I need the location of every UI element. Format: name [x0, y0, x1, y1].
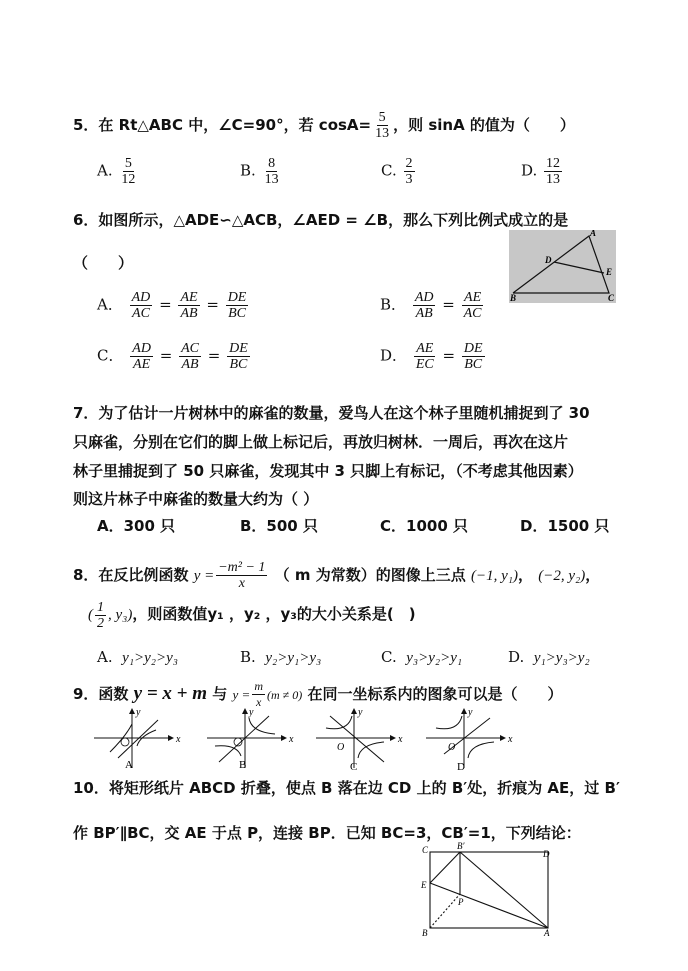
graph-label-d: D [457, 761, 465, 772]
q5-cos-fraction [373, 110, 391, 141]
q7-option-a: A．300 只 [97, 517, 176, 535]
y-label: y [468, 707, 473, 718]
q8-stem-line1: 8．在反比例函数 y = $\frac{\text{−m² − 1}}{x}$ （ m 为常数）的图像上三点 (−1, y₁)， (−2, y₂)， [73, 560, 601, 591]
q10-line1: 10．将矩形纸片 ABCD 折叠，使点 B 落在边 CD 上的 B′处，折痕为 AE，过 B′ [73, 779, 620, 797]
segment-b-prime-a [460, 852, 548, 928]
x-label: x [398, 734, 403, 745]
option-expression: y₂>y₁>y₃ [265, 650, 322, 666]
linear-function: y = x + m [133, 683, 208, 704]
ratio-fraction [414, 341, 436, 372]
inverse-function-lhs: y = [232, 687, 251, 702]
option-fraction [263, 156, 281, 187]
fraction-numerator: AD [132, 341, 151, 356]
q9-graph-c [314, 706, 406, 772]
label-a: A [590, 230, 597, 238]
label-b: B [510, 293, 517, 303]
point-3-tail: , y₃) [108, 606, 133, 623]
q5-stem-prefix: 5．在 Rt△ABC 中，∠C=90°，若 cosA= [73, 116, 372, 134]
segment-eb-prime [430, 852, 460, 883]
point-3-fraction [95, 600, 106, 631]
label-a: A [544, 928, 550, 938]
ratio-fraction [179, 341, 201, 372]
q6-triangle-figure [509, 230, 616, 303]
option-label: B. [240, 648, 256, 666]
q6-answer-paren: （ ） [73, 254, 134, 272]
x-axis-arrow-icon [168, 735, 174, 741]
q8-option-b [240, 648, 321, 667]
option-fraction [404, 156, 415, 187]
y-axis-arrow-icon [129, 708, 135, 714]
option-label: D． [380, 346, 408, 365]
q9-prefix: 9．函数 [73, 685, 129, 703]
option-label: B． [380, 295, 407, 314]
fraction-numerator: AE [464, 290, 482, 305]
option-label: A. [97, 161, 113, 180]
q8-stem-line2 [88, 600, 416, 631]
q8-mid: （ m 为常数）的图像上三点 [274, 566, 466, 584]
equals-sign: = [442, 346, 456, 365]
option-expression: y₁>y₂>y₃ [122, 650, 179, 666]
q9-graph-a [92, 706, 182, 772]
option-label: B. [240, 161, 256, 180]
ratio-fraction [462, 341, 485, 372]
fraction-numerator: DE [229, 341, 248, 356]
triangle-abc [513, 236, 609, 293]
option-fraction [544, 156, 562, 187]
label-e: E [606, 267, 613, 277]
equals-sign: = [159, 295, 172, 314]
q6-option-d [380, 341, 487, 372]
y-axis-arrow-icon [461, 708, 467, 714]
line-graph [330, 716, 384, 762]
label-b: B [422, 928, 428, 938]
ratio-fraction [130, 290, 153, 321]
equals-sign: = [159, 346, 173, 365]
label-b-prime: B′ [457, 841, 465, 851]
fraction-numerator: 1 [97, 600, 104, 615]
q7-line1: 7．为了估计一片树林中的麻雀的数量，爱鸟人在这个林子里随机捕捉到了 30 [73, 404, 590, 422]
fraction-numerator: 8 [268, 156, 276, 171]
fraction-denominator: 12 [121, 172, 136, 187]
fraction-denominator: x [238, 576, 245, 591]
q7-option-b: B．500 只 [240, 517, 318, 535]
origin-label: O [448, 742, 456, 753]
q9-suffix: 在同一坐标系内的图象可以是（ ） [307, 685, 563, 703]
y-label: y [358, 707, 363, 718]
q9-graph-b [205, 706, 297, 772]
option-label: C. [381, 161, 397, 180]
triangle-diagram [509, 230, 616, 303]
option-expression: y₃>y₂>y₁ [406, 650, 463, 666]
fraction-numerator: 5 [378, 110, 386, 125]
q7-option-d: D．1500 只 [520, 517, 610, 535]
label-c: C [422, 845, 429, 855]
q9-graph-d [424, 706, 516, 772]
function-fraction [216, 560, 267, 591]
q7-line3: 林子里捕捉到了 50 只麻雀，发现其中 3 只脚上有标记，（不考虑其他因素） [73, 462, 583, 480]
fraction-numerator: −m² − 1 [218, 560, 266, 575]
fraction-denominator: AB [180, 306, 198, 321]
graph-label-b: B [239, 759, 247, 771]
equals-sign: = [207, 346, 221, 365]
q6-stem: 6．如图所示，△ADE∽△ACB，∠AED = ∠B，那么下列比例式成立的是 [73, 211, 569, 229]
y-label: y [136, 707, 141, 718]
ratio-fraction [227, 341, 250, 372]
fraction-numerator: DE [463, 341, 483, 356]
fraction-numerator: DE [227, 290, 247, 305]
q10-rectangle-figure [416, 840, 566, 940]
q5-option-c [381, 156, 417, 187]
q6-option-c [97, 341, 252, 372]
q5-option-a [97, 156, 139, 187]
y-axis-arrow-icon [351, 708, 357, 714]
fraction-denominator: AB [181, 357, 199, 372]
option-label: C. [381, 648, 397, 666]
fraction-denominator: BC [464, 357, 483, 372]
segment-de [554, 262, 604, 273]
label-d: D [543, 849, 550, 859]
q8-line2-text: ，则函数值y₁ ，y₂ ，y₃的大小关系是( ) [132, 604, 416, 623]
fraction-denominator: AC [132, 306, 150, 321]
equals-sign: = [206, 295, 219, 314]
option-label: A. [97, 648, 113, 666]
x-axis-arrow-icon [390, 735, 396, 741]
fraction-denominator: AC [463, 306, 482, 321]
ratio-fraction [462, 290, 484, 321]
graph-label-c: C [350, 761, 358, 772]
point-3: ( $\frac{1}{2}$ , y₃) [88, 600, 133, 631]
label-p: P [458, 897, 464, 907]
option-label: D. [508, 648, 525, 666]
graph-label-a: A [125, 759, 133, 771]
label-c: C [608, 293, 615, 303]
ratio-fraction [130, 341, 153, 372]
option-label: C． [97, 346, 124, 365]
q8-option-d [508, 648, 590, 667]
function-lhs: y = [193, 568, 215, 584]
fraction-denominator: 13 [264, 172, 279, 187]
fraction-denominator: 13 [546, 172, 561, 187]
y-axis-arrow-icon [242, 708, 248, 714]
fraction-denominator: EC [415, 357, 434, 372]
fraction-denominator: 3 [405, 172, 413, 187]
origin-mark [121, 738, 129, 746]
y-label: y [249, 707, 254, 718]
option-expression: y₁>y₃>y₂ [533, 650, 590, 666]
fraction-denominator: BC [228, 306, 246, 321]
fraction-numerator: AD [131, 290, 151, 305]
x-label: x [289, 734, 294, 745]
q5-stem [73, 110, 575, 141]
q7-line2: 只麻雀，分别在它们的脚上做上标记后，再放归树林．一周后，再次在这片 [73, 433, 569, 451]
q9-mid: 与 [212, 685, 228, 703]
fraction-numerator: AC [181, 341, 199, 356]
fraction-denominator: x [256, 695, 262, 709]
fraction-numerator: AD [414, 290, 434, 305]
x-label: x [508, 734, 513, 745]
q6-option-b [380, 290, 486, 321]
inverse-function-condition: (m ≠ 0) [267, 688, 303, 702]
option-label: A． [97, 295, 123, 314]
q8-option-a [97, 648, 178, 667]
crease-ae [430, 883, 548, 928]
q8-option-c [381, 648, 462, 667]
fraction-denominator: BC [229, 357, 248, 372]
q10-line2: 作 BP′∥BC，交 AE 于点 P，连接 BP．已知 BC=3，CB′=1，下列结论： [73, 824, 581, 842]
q7-line4: 则这片林子中麻雀的数量大约为（ ） [73, 490, 319, 508]
line-graph [118, 720, 158, 758]
fraction-denominator: AB [415, 306, 433, 321]
x-axis-arrow-icon [500, 735, 506, 741]
point-1: (−1, y₁) [470, 568, 518, 584]
option-fraction [119, 156, 137, 187]
fraction-denominator: 13 [375, 126, 390, 141]
fraction-numerator: 5 [124, 156, 132, 171]
x-axis-arrow-icon [281, 735, 287, 741]
fraction-denominator: AE [133, 357, 151, 372]
q6-option-a [97, 290, 250, 321]
q8-prefix: 8．在反比例函数 [73, 566, 189, 584]
fraction-denominator: 2 [97, 616, 104, 631]
fraction-numerator: AE [416, 341, 434, 356]
dashed-bp [430, 894, 460, 928]
ratio-fraction [226, 290, 249, 321]
ratio-fraction [413, 290, 436, 321]
label-d: D [545, 255, 552, 265]
label-e: E [421, 880, 427, 890]
q5-option-d [521, 156, 564, 187]
x-label: x [176, 734, 181, 745]
origin-label: O [337, 742, 345, 753]
ratio-fraction [178, 290, 199, 321]
fraction-numerator: AE [180, 290, 198, 305]
point-2: (−2, y₂) [538, 568, 586, 584]
q5-stem-suffix: ，则 sinA 的值为（ ） [393, 116, 575, 134]
fraction-numerator: m [254, 679, 263, 693]
option-label: D. [521, 161, 538, 180]
equals-sign: = [442, 295, 455, 314]
q5-option-b [240, 156, 283, 187]
fraction-numerator: 12 [546, 156, 561, 171]
fraction-numerator: 2 [405, 156, 413, 171]
q7-option-c: C．1000 只 [380, 517, 468, 535]
line-graph [219, 716, 269, 762]
